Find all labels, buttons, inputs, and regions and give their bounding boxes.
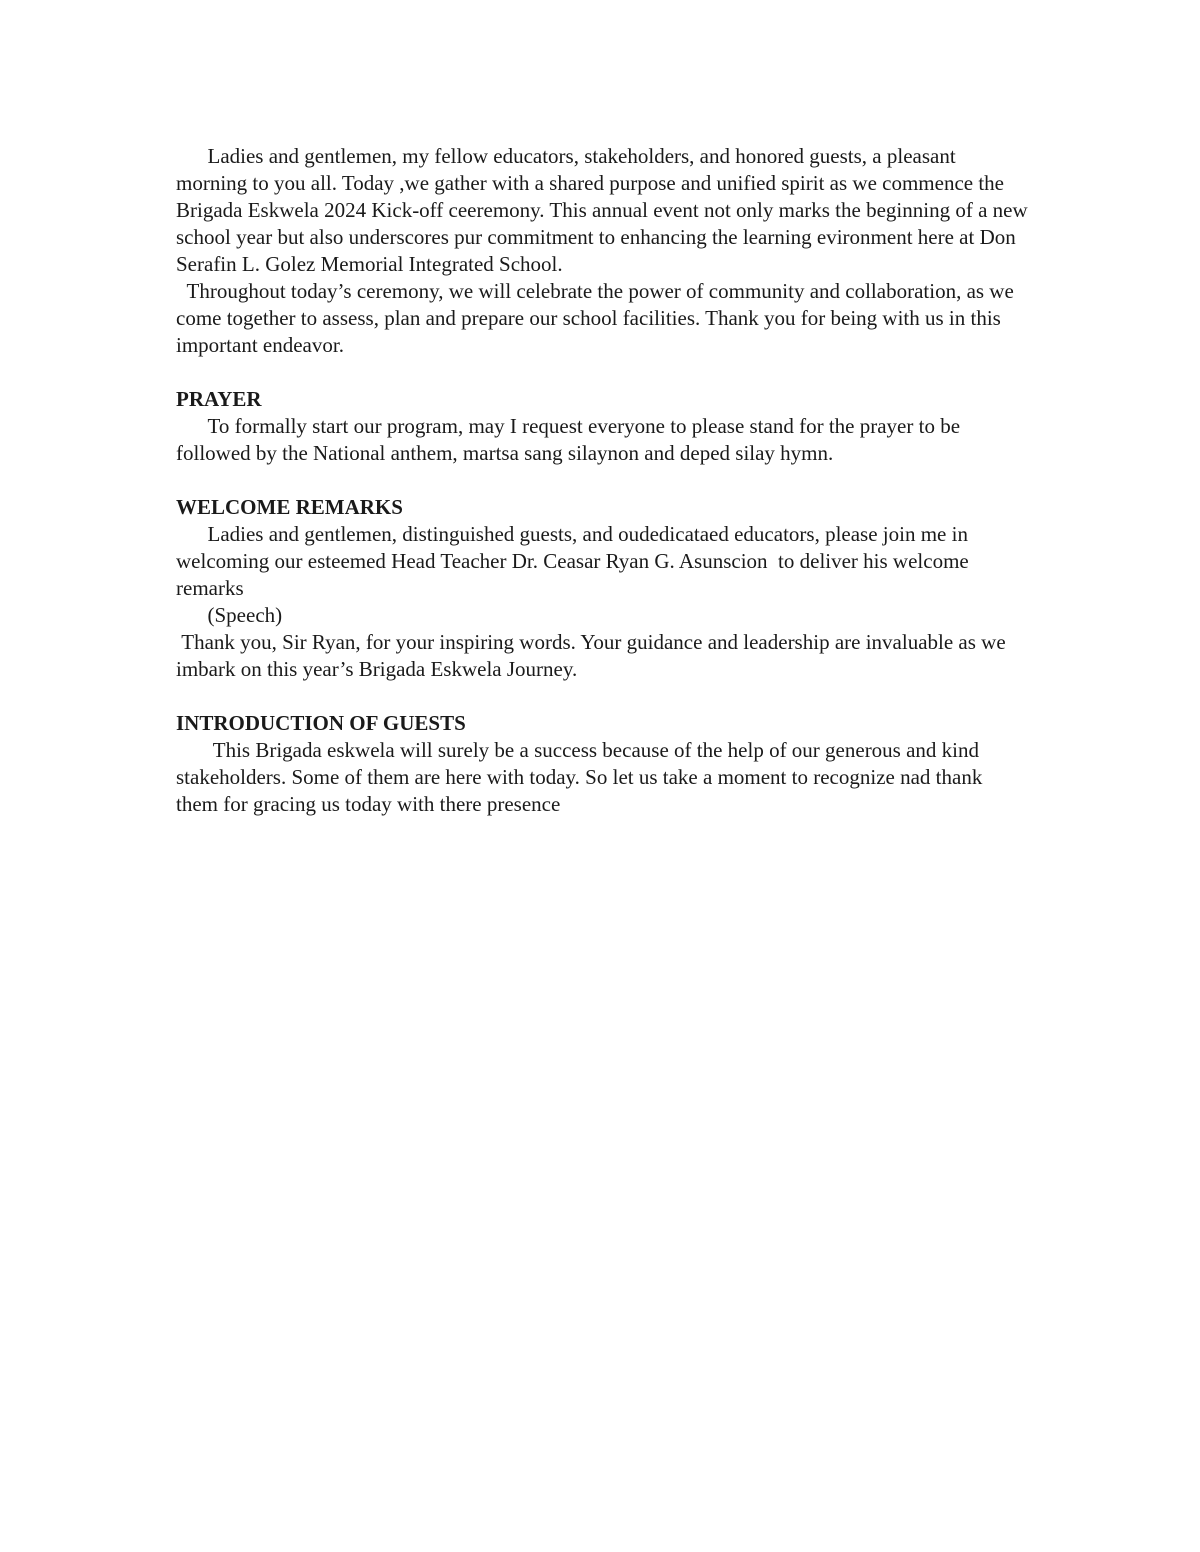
intro-paragraph-1: Ladies and gentlemen, my fellow educators, stakeholders, and honored guests, a pleasant morning to you all. Today ,we gather with a shared purpose and unified spirit as we commence the Brigada Eskwela 2024 Kick-off ceeremony. This annual event not only marks the beginning of a new school year but also underscores pur commitment to enhancing the learning evironment here at Don Serafin L. Golez Memorial Integrated School. (176, 144, 1033, 276)
intro-paragraph-2: Throughout today’s ceremony, we will celebrate the power of community and collaboration, as we come together to assess, plan and prepare our school facilities. Thank you for being with us in this important endeavor. (176, 279, 1020, 357)
guests-paragraph: This Brigada eskwela will surely be a success because of the help of our generous and kind stakeholders. Some of them are here with today. So let us take a moment to recognize nad thank them for gracing us today with there presence (176, 738, 988, 816)
welcome-paragraph-2: Thank you, Sir Ryan, for your inspiring words. Your guidance and leadership are invaluable as we imbark on this year’s Brigada Eskwela Journey. (176, 630, 1011, 681)
welcome-speech-note: (Speech) (176, 603, 283, 627)
welcome-heading: WELCOME REMARKS (176, 495, 403, 519)
spacer (176, 467, 1028, 494)
welcome-paragraph-1: Ladies and gentlemen, distinguished guests, and oudedicataed educators, please join me in welcoming our esteemed Head Teacher Dr. Ceasar Ryan G. Asunscion to deliver his welcome remarks (176, 522, 974, 600)
spacer (176, 683, 1028, 710)
guests-heading: INTRODUCTION OF GUESTS (176, 711, 466, 735)
prayer-heading: PRAYER (176, 387, 262, 411)
document-page (176, 143, 1033, 818)
prayer-paragraph: To formally start our program, may I request everyone to please stand for the prayer to be followed by the National anthem, martsa sang silaynon and deped silay hymn. (176, 414, 966, 465)
spacer (176, 359, 1028, 386)
